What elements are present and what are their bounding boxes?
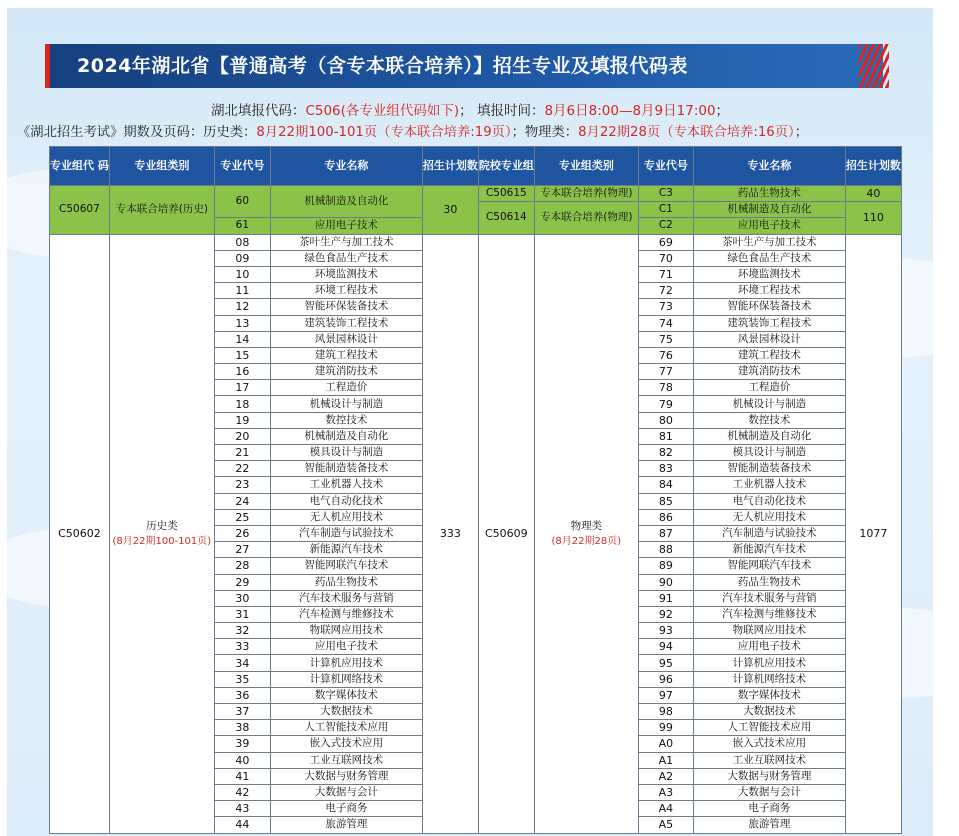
- major-name-cell: 建筑装饰工程技术: [270, 315, 422, 331]
- major-code-cell: 20: [214, 428, 270, 444]
- info-text: 湖北填报代码：: [210, 103, 306, 119]
- major-name-cell: 风景园林设计: [693, 331, 845, 347]
- major-code-cell: 75: [638, 331, 693, 347]
- major-code-cell: 16: [214, 364, 270, 380]
- major-name-cell: 茶叶生产与加工技术: [270, 234, 422, 250]
- major-code-cell: 31: [214, 606, 270, 622]
- major-code-cell: 26: [214, 525, 270, 541]
- major-code-cell: 38: [214, 720, 270, 736]
- group-code-cell: C50614: [478, 202, 534, 234]
- major-name-cell: 绿色食品生产技术: [270, 250, 422, 266]
- major-code-cell: 40: [214, 752, 270, 768]
- major-name-cell: 数控技术: [270, 412, 422, 428]
- major-name-cell: 计算机网络技术: [693, 671, 845, 687]
- header-major-name: 专业名称: [270, 147, 422, 186]
- group-type-pages: (8月22期100-101页): [112, 535, 212, 547]
- major-name-cell: 智能网联汽车技术: [693, 558, 845, 574]
- major-code-cell: 22: [214, 461, 270, 477]
- group-type-cell: [534, 234, 638, 833]
- major-name-cell: 工业机器人技术: [693, 477, 845, 493]
- major-name-cell: 建筑消防技术: [270, 364, 422, 380]
- major-code-cell: 17: [214, 380, 270, 396]
- major-code-cell: 86: [638, 509, 693, 525]
- major-code-cell: 83: [638, 461, 693, 477]
- major-name-cell: 工业机器人技术: [270, 477, 422, 493]
- physics-pages: 8月22期28页（专本联合培养:16页）: [578, 125, 795, 140]
- header-plan: 招生计划数: [845, 147, 901, 186]
- major-name-cell: 物联网应用技术: [270, 623, 422, 639]
- major-name-cell: 计算机应用技术: [270, 655, 422, 671]
- major-name-cell: 电子商务: [693, 801, 845, 817]
- major-code-cell: 14: [214, 331, 270, 347]
- major-name-cell: 机械制造及自动化: [693, 428, 845, 444]
- major-code-cell: 08: [214, 234, 270, 250]
- major-code-cell: 32: [214, 623, 270, 639]
- plan-cell: 110: [845, 202, 901, 234]
- header-group-type: 专业组类别: [534, 147, 638, 186]
- header-group-code: 专业组代 码: [50, 147, 110, 186]
- major-name-cell: 模具设计与制造: [270, 445, 422, 461]
- major-name-cell: 机械设计与制造: [270, 396, 422, 412]
- major-code-cell: 72: [638, 283, 693, 299]
- major-code-cell: C2: [638, 218, 693, 234]
- title-banner: [47, 44, 883, 88]
- major-code-cell: 74: [638, 315, 693, 331]
- major-code-cell: 73: [638, 299, 693, 315]
- major-code-cell: 35: [214, 671, 270, 687]
- major-name-cell: 工业互联网技术: [693, 752, 845, 768]
- group-type-label: 物理类: [570, 519, 603, 532]
- major-name-cell: 计算机网络技术: [270, 671, 422, 687]
- major-code-cell: 79: [638, 396, 693, 412]
- major-name-cell: 汽车检测与维修技术: [693, 606, 845, 622]
- major-code-cell: 34: [214, 655, 270, 671]
- group-type-label: 历史类: [146, 519, 178, 532]
- major-name-cell: 应用电子技术: [270, 218, 422, 234]
- major-name-cell: 电气自动化技术: [693, 493, 845, 509]
- major-code-cell: 93: [638, 623, 693, 639]
- group-type-cell: [109, 234, 214, 833]
- fill-code-line: [7, 99, 933, 119]
- major-name-cell: 建筑工程技术: [693, 347, 845, 363]
- major-code-cell: 29: [214, 574, 270, 590]
- major-name-cell: 机械制造及自动化: [270, 186, 422, 218]
- major-code-cell: 12: [214, 299, 270, 315]
- major-name-cell: 计算机应用技术: [693, 655, 845, 671]
- major-code-cell: 41: [214, 768, 270, 784]
- major-name-cell: 机械设计与制造: [693, 396, 845, 412]
- banner-stripes: [859, 44, 889, 88]
- major-code-cell: C3: [638, 186, 693, 202]
- major-code-cell: 25: [214, 509, 270, 525]
- major-code-cell: 90: [638, 574, 693, 590]
- major-name-cell: 数字媒体技术: [270, 687, 422, 703]
- major-name-cell: 新能源汽车技术: [270, 542, 422, 558]
- major-code-cell: 21: [214, 445, 270, 461]
- major-code-table: [49, 146, 902, 834]
- major-code-cell: 13: [214, 315, 270, 331]
- major-name-cell: 新能源汽车技术: [693, 542, 845, 558]
- major-name-cell: 机械制造及自动化: [693, 202, 845, 218]
- info-text: ；物理类：: [511, 125, 579, 140]
- major-code-cell: 77: [638, 364, 693, 380]
- major-code-cell: 23: [214, 477, 270, 493]
- group-type-cell: 专本联合培养(物理): [534, 186, 638, 202]
- group-type-pages: (8月22期28页): [551, 535, 622, 547]
- major-name-cell: 工程造价: [693, 380, 845, 396]
- table-row: [50, 186, 902, 202]
- major-name-cell: 药品生物技术: [693, 186, 845, 202]
- major-code-cell: 28: [214, 558, 270, 574]
- group-code-cell: C50607: [50, 186, 110, 235]
- info-text: ； 填报时间：: [459, 103, 545, 119]
- major-name-cell: 环境监测技术: [693, 266, 845, 282]
- major-code-cell: 95: [638, 655, 693, 671]
- major-name-cell: 嵌入式技术应用: [693, 736, 845, 752]
- major-name-cell: 智能制造装备技术: [270, 461, 422, 477]
- major-code-cell: 24: [214, 493, 270, 509]
- major-name-cell: 汽车技术服务与营销: [693, 590, 845, 606]
- major-name-cell: 模具设计与制造: [693, 445, 845, 461]
- major-code-cell: 98: [638, 704, 693, 720]
- major-code-cell: 92: [638, 606, 693, 622]
- major-name-cell: 汽车检测与维修技术: [270, 606, 422, 622]
- major-code-cell: 91: [638, 590, 693, 606]
- major-name-cell: 绿色食品生产技术: [693, 250, 845, 266]
- fill-time: 8月6日8:00—8月9日17:00: [544, 103, 716, 119]
- major-name-cell: 汽车制造与试验技术: [270, 525, 422, 541]
- major-code-cell: 76: [638, 347, 693, 363]
- major-code-cell: 84: [638, 477, 693, 493]
- group-code-cell: C50602: [50, 234, 110, 833]
- major-code-cell: 99: [638, 720, 693, 736]
- major-code-cell: 37: [214, 704, 270, 720]
- major-name-cell: 大数据与会计: [270, 784, 422, 800]
- major-code-cell: 89: [638, 558, 693, 574]
- major-name-cell: 物联网应用技术: [693, 623, 845, 639]
- issue-page-line: [17, 121, 933, 140]
- major-name-cell: 应用电子技术: [693, 639, 845, 655]
- banner-accent-bar: [45, 44, 50, 88]
- major-code-cell: A1: [638, 752, 693, 768]
- major-code-cell: 09: [214, 250, 270, 266]
- major-name-cell: 机械制造及自动化: [270, 428, 422, 444]
- header-plan: 招生计划数: [422, 147, 478, 186]
- info-text: 《湖北招生考试》期数及页码：历史类：: [17, 125, 257, 140]
- major-name-cell: 大数据技术: [693, 704, 845, 720]
- major-name-cell: 无人机应用技术: [693, 509, 845, 525]
- major-name-cell: 建筑装饰工程技术: [693, 315, 845, 331]
- major-name-cell: 智能制造装备技术: [693, 461, 845, 477]
- major-name-cell: 环境工程技术: [693, 283, 845, 299]
- header-school-group: 院校专业组: [478, 147, 534, 186]
- major-code-cell: 71: [638, 266, 693, 282]
- poster-background: [7, 8, 933, 836]
- major-name-cell: 大数据与财务管理: [270, 768, 422, 784]
- table-header-row: [50, 147, 902, 186]
- major-name-cell: 大数据技术: [270, 704, 422, 720]
- major-name-cell: 智能网联汽车技术: [270, 558, 422, 574]
- major-name-cell: 智能环保装备技术: [693, 299, 845, 315]
- major-name-cell: 汽车制造与试验技术: [693, 525, 845, 541]
- major-code-cell: 15: [214, 347, 270, 363]
- header-major-code: 专业代号: [214, 147, 270, 186]
- major-name-cell: 汽车技术服务与营销: [270, 590, 422, 606]
- history-pages: 8月22期100-101页（专本联合培养:19页）: [256, 125, 512, 140]
- header-major-code: 专业代号: [638, 147, 693, 186]
- major-code-cell: 11: [214, 283, 270, 299]
- major-name-cell: 人工智能技术应用: [693, 720, 845, 736]
- major-code-cell: 33: [214, 639, 270, 655]
- major-name-cell: 工程造价: [270, 380, 422, 396]
- plan-cell: 40: [845, 186, 901, 202]
- major-name-cell: 风景园林设计: [270, 331, 422, 347]
- major-name-cell: 建筑工程技术: [270, 347, 422, 363]
- plan-cell: 30: [422, 186, 478, 235]
- header-major-name: 专业名称: [693, 147, 845, 186]
- major-code-cell: 94: [638, 639, 693, 655]
- major-name-cell: 智能环保装备技术: [270, 299, 422, 315]
- major-name-cell: 旅游管理: [693, 817, 845, 833]
- major-name-cell: 数控技术: [693, 412, 845, 428]
- plan-cell: 333: [422, 234, 478, 833]
- major-name-cell: 数字媒体技术: [693, 687, 845, 703]
- major-code-cell: 61: [214, 218, 270, 234]
- major-code-cell: 42: [214, 784, 270, 800]
- major-code-cell: A3: [638, 784, 693, 800]
- major-code-cell: 36: [214, 687, 270, 703]
- major-code-cell: A5: [638, 817, 693, 833]
- major-name-cell: 大数据与财务管理: [693, 768, 845, 784]
- major-name-cell: 无人机应用技术: [270, 509, 422, 525]
- major-code-cell: 82: [638, 445, 693, 461]
- major-code-cell: 70: [638, 250, 693, 266]
- major-code-cell: A0: [638, 736, 693, 752]
- plan-cell: 1077: [845, 234, 901, 833]
- major-code-cell: 43: [214, 801, 270, 817]
- major-code-cell: C1: [638, 202, 693, 218]
- major-name-cell: 旅游管理: [270, 817, 422, 833]
- major-name-cell: 应用电子技术: [270, 639, 422, 655]
- major-code-cell: 18: [214, 396, 270, 412]
- major-name-cell: 环境监测技术: [270, 266, 422, 282]
- major-name-cell: 嵌入式技术应用: [270, 736, 422, 752]
- major-name-cell: 药品生物技术: [270, 574, 422, 590]
- major-name-cell: 电子商务: [270, 801, 422, 817]
- major-name-cell: 工业互联网技术: [270, 752, 422, 768]
- major-name-cell: 人工智能技术应用: [270, 720, 422, 736]
- major-name-cell: 茶叶生产与加工技术: [693, 234, 845, 250]
- major-code-cell: 69: [638, 234, 693, 250]
- major-code-cell: A2: [638, 768, 693, 784]
- major-name-cell: 应用电子技术: [693, 218, 845, 234]
- major-code-cell: A4: [638, 801, 693, 817]
- fill-code: C506(各专业组代码如下): [305, 103, 460, 119]
- major-code-cell: 60: [214, 186, 270, 218]
- major-code-cell: 44: [214, 817, 270, 833]
- major-code-cell: 85: [638, 493, 693, 509]
- major-code-cell: 19: [214, 412, 270, 428]
- major-code-cell: 39: [214, 736, 270, 752]
- major-name-cell: 大数据与会计: [693, 784, 845, 800]
- group-code-cell: C50615: [478, 186, 534, 202]
- page-title: 2024年湖北省【普通高考（含专本联合培养）】招生专业及填报代码表: [77, 55, 688, 77]
- major-code-cell: 97: [638, 687, 693, 703]
- major-code-cell: 81: [638, 428, 693, 444]
- major-name-cell: 建筑消防技术: [693, 364, 845, 380]
- major-code-cell: 96: [638, 671, 693, 687]
- table-row: [50, 234, 902, 250]
- major-code-cell: 27: [214, 542, 270, 558]
- major-code-cell: 10: [214, 266, 270, 282]
- major-name-cell: 药品生物技术: [693, 574, 845, 590]
- group-type-cell: 专本联合培养(历史): [109, 186, 214, 235]
- major-name-cell: 环境工程技术: [270, 283, 422, 299]
- major-code-cell: 80: [638, 412, 693, 428]
- major-code-cell: 78: [638, 380, 693, 396]
- header-group-type: 专业组类别: [109, 147, 214, 186]
- group-code-cell: C50609: [478, 234, 534, 833]
- group-type-cell: 专本联合培养(物理): [534, 202, 638, 234]
- major-code-cell: 30: [214, 590, 270, 606]
- info-text: ；: [715, 103, 730, 119]
- major-code-cell: 87: [638, 525, 693, 541]
- major-name-cell: 电气自动化技术: [270, 493, 422, 509]
- major-code-cell: 88: [638, 542, 693, 558]
- info-text: ；: [794, 125, 808, 140]
